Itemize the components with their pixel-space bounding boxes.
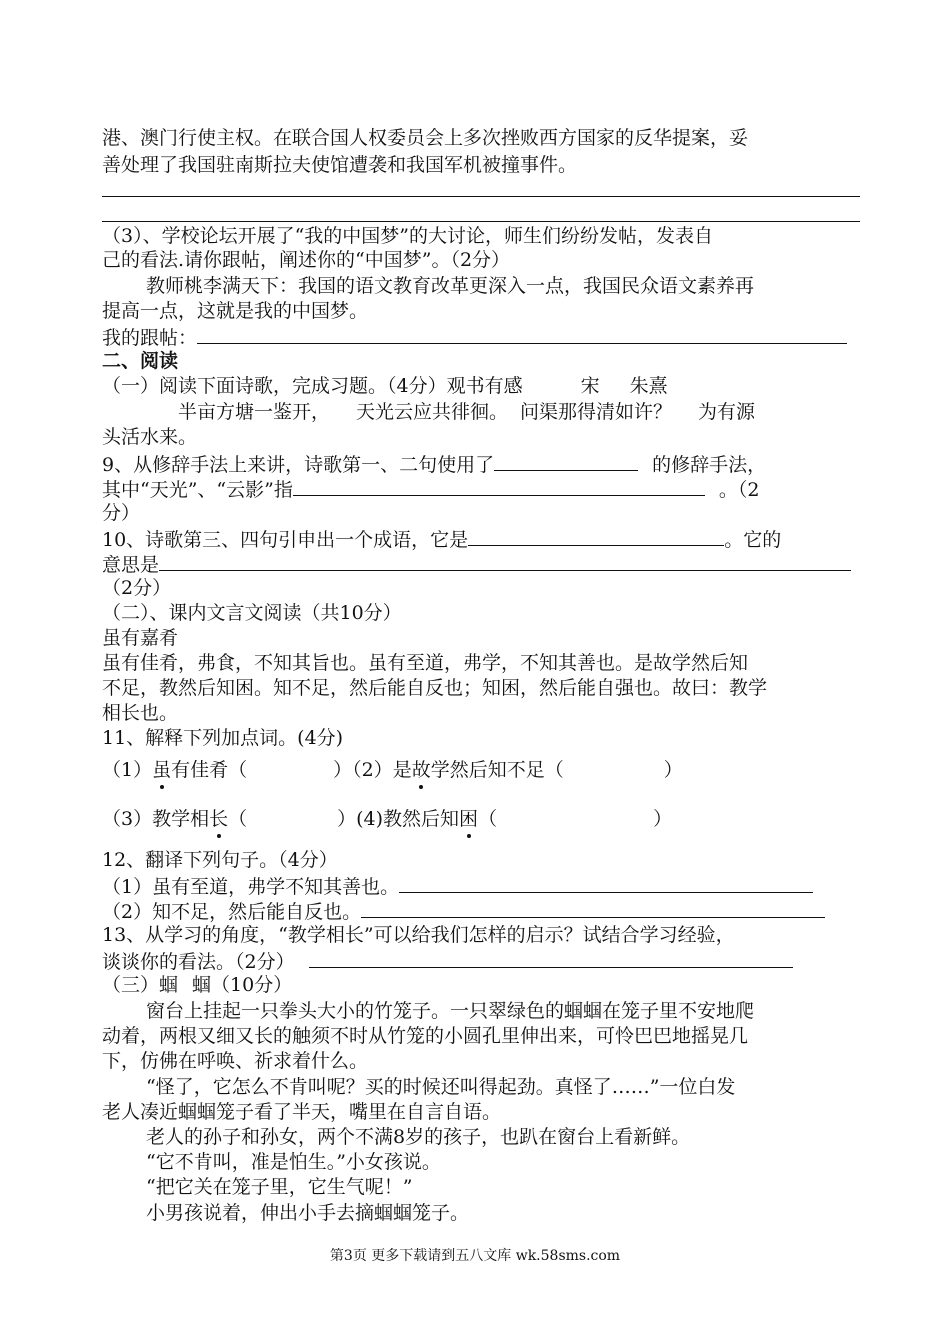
section-subheading: （二）、课内文言文阅读（共10分）	[102, 602, 402, 624]
q9-text: 的修辞手法，	[652, 454, 767, 476]
q10-blank[interactable]	[468, 526, 724, 546]
page-footer: 第3页 更多下载请到五八文库 wk.58sms.com	[329, 1248, 621, 1264]
question-13-row	[102, 948, 793, 972]
q12-blank[interactable]	[361, 898, 825, 918]
q11-text: ）	[663, 759, 683, 781]
passage-text: 动着，两根又细又长的触须不时从竹笼的小圆孔里伸出来，可怜巴巴地摇晃几	[102, 1025, 749, 1047]
q13-blank[interactable]	[309, 948, 793, 968]
q10-text: 。它的	[724, 529, 782, 551]
passage-text: “把它关在笼子里，它生气呢！”	[146, 1176, 413, 1198]
q11-text: （3）教学相	[102, 808, 210, 830]
question-12: 12、翻译下列句子。（4分）	[102, 849, 338, 871]
passage-text: 虽有佳肴，弗食，不知其旨也。虽有至道，弗学，不知其善也。是故学然后知	[102, 652, 749, 674]
q9-text: 其中“天光”、“云影”指	[102, 479, 293, 501]
q11-text: 有佳肴（	[171, 759, 248, 781]
q11-text: ）(4)教然后知	[337, 808, 460, 830]
text-line: 善处理了我国驻南斯拉夫使馆遭袭和我国军机被撞事件。	[102, 154, 578, 176]
section-subheading	[102, 973, 292, 997]
poem-intro	[102, 374, 668, 398]
poem-line	[102, 400, 755, 424]
reply-blank[interactable]	[197, 324, 847, 344]
poem-verse: 半亩方塘一鉴开，	[178, 401, 331, 423]
q11-text: （	[228, 808, 248, 830]
question-3-text: 己的看法.请你跟帖，阐述你的“中国梦”。（2分）	[102, 249, 511, 271]
passage-text: 下，仿佛在呼唤、祈求着什么。	[102, 1050, 369, 1072]
passage-text: 相长也。	[102, 702, 179, 724]
dotted-word: 困	[459, 808, 479, 830]
passage-text: “怪了，它怎么不肯叫呢？买的时候还叫得起劲。真怪了……”一位白发	[146, 1076, 736, 1098]
q9-blank[interactable]	[494, 451, 638, 471]
question-10	[102, 526, 781, 550]
passage-text: 小男孩说着，伸出小手去摘蝈蝈笼子。	[146, 1202, 470, 1224]
question-9	[102, 476, 759, 500]
poem-line: 头活水来。	[102, 426, 198, 448]
q10-text: 10、诗歌第三、四句引申出一个成语，它是	[102, 529, 469, 551]
q12-text: （2）知不足，然后能自反也。	[102, 901, 362, 923]
reply-line	[102, 324, 847, 348]
passage-title: 虽有嘉肴	[102, 627, 179, 649]
poem-verse: 天光云应共徘徊。	[356, 401, 509, 423]
q9-blank[interactable]	[293, 476, 705, 496]
poem-intro-text: （一）阅读下面诗歌，完成习题。（4分）观书有感	[102, 375, 523, 397]
poem-verse: 问渠那得清如许？	[520, 401, 673, 423]
q11-text: （1）	[102, 759, 153, 781]
q12-text: （1）虽有至道，弗学不知其善也。	[102, 876, 400, 898]
question-10	[102, 551, 851, 575]
q9-text: 9、从修辞手法上来讲，诗歌第一、二句使用了	[102, 454, 495, 476]
q11-text: ）	[653, 808, 673, 830]
question-13: 13、从学习的角度，“教学相长”可以给我们怎样的启示？试结合学习经验，	[102, 924, 735, 946]
example-text: 提高一点，这就是我的中国梦。	[102, 300, 369, 322]
answer-line[interactable]	[102, 221, 860, 222]
q9-text: 。（2	[718, 479, 760, 501]
question-12-row	[102, 873, 813, 897]
question-12-row	[102, 898, 825, 922]
q10-blank[interactable]	[159, 551, 851, 571]
passage-text: 窗台上挂起一只拳头大小的竹笼子。一只翠绿色的蝈蝈在笼子里不安地爬	[146, 1000, 755, 1022]
q10-text: 意思是	[102, 554, 160, 576]
text-line: 港、澳门行使主权。在联合国人权委员会上多次挫败西方国家的反华提案，妥	[102, 127, 749, 149]
poem-verse: 为有源	[698, 401, 756, 423]
q13-text: 谈谈你的看法。（2分）	[102, 951, 295, 973]
dotted-word: 长	[209, 808, 229, 830]
section-heading: 二、阅读	[102, 350, 179, 372]
passage-text: 老人的孙子和孙女，两个不满8岁的孩子，也趴在窗台上看新鲜。	[146, 1126, 691, 1148]
reply-label: 我的跟帖：	[102, 327, 198, 349]
q11-text: ）（2）是	[333, 759, 412, 781]
dotted-word: 故	[411, 759, 431, 781]
passage-heading: 蝈（10分）	[192, 974, 293, 996]
q11-text: （	[478, 808, 498, 830]
q12-blank[interactable]	[399, 873, 813, 893]
example-text: 教师桃李满天下：我国的语文教育改革更深入一点，我国民众语文素养再	[146, 275, 755, 297]
passage-text: “它不肯叫，准是怕生。”小女孩说。	[146, 1151, 441, 1173]
question-9	[102, 451, 766, 475]
poem-author: 朱熹	[629, 375, 668, 397]
question-11-row	[102, 807, 672, 831]
question-10: （2分）	[102, 577, 172, 599]
q11-text: 学然后知不足（	[430, 759, 564, 781]
dotted-word: 虽	[152, 759, 172, 781]
question-11-row	[102, 758, 683, 782]
question-9: 分）	[102, 502, 141, 524]
passage-heading: （三）蝈	[102, 974, 179, 996]
question-11: 11、解释下列加点词。(4分)	[102, 727, 344, 749]
question-3-text: （3）、学校论坛开展了“我的中国梦”的大讨论，师生们纷纷发帖，发表自	[102, 225, 714, 247]
passage-text: 不足，教然后知困。知不足，然后能自反也；知困，然后能自强也。故曰：教学	[102, 677, 768, 699]
answer-line[interactable]	[102, 196, 860, 197]
poem-dynasty: 宋	[580, 375, 600, 397]
passage-text: 老人凑近蝈蝈笼子看了半天，嘴里在自言自语。	[102, 1101, 502, 1123]
